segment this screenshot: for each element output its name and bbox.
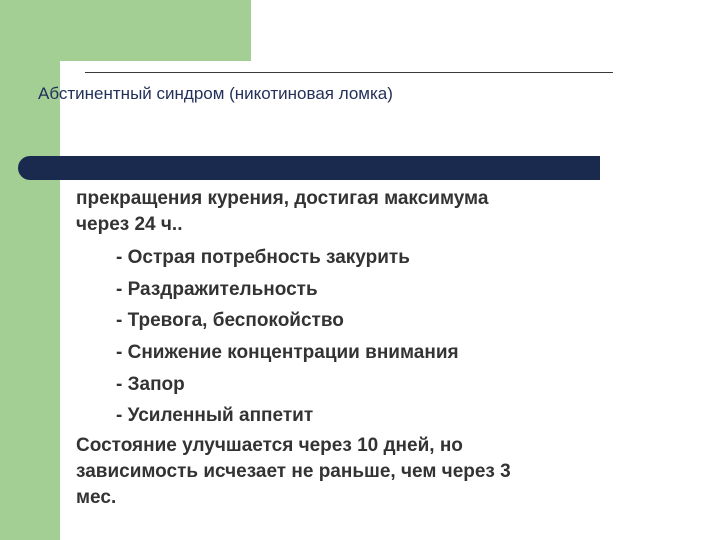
symptom-item: - Раздражительность (116, 278, 318, 300)
symptom-list (116, 242, 616, 432)
intro-line: через 24 ч.. (76, 214, 183, 235)
green-sidebar-block (0, 0, 60, 540)
intro-line: прекращения курения, достигая максимума (76, 188, 489, 209)
conclusion-line: Состояние улучшается через 10 дней, но (76, 435, 463, 456)
green-header-block (0, 0, 251, 61)
slide-title: Абстинентный синдром (никотиновая ломка) (38, 84, 393, 103)
conclusion-line: зависимость исчезает не раньше, чем через 3 (76, 461, 511, 482)
header-notch (60, 61, 251, 81)
intro-paragraph (76, 186, 636, 238)
symptom-item: - Запор (116, 373, 185, 395)
conclusion-paragraph (76, 433, 656, 511)
symptom-item: - Усиленный аппетит (116, 405, 314, 427)
title-bar-overlay (18, 156, 600, 180)
symptom-item: - Снижение концентрации внимания (116, 342, 459, 364)
symptom-item: - Острая потребность закурить (116, 247, 410, 268)
title-divider (85, 72, 613, 73)
conclusion-line: мес. (76, 487, 117, 508)
symptom-item: - Тревога, беспокойство (116, 310, 344, 332)
